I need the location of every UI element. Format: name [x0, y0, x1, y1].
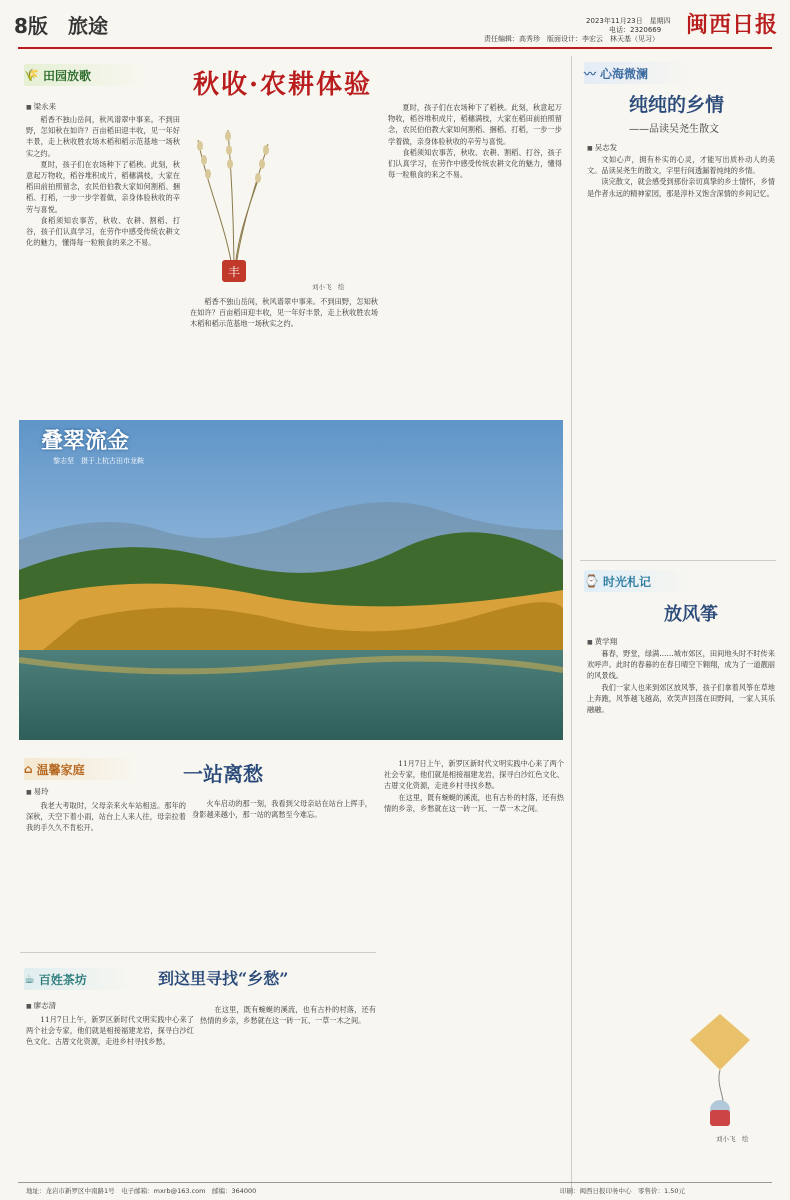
paragraph: 稻香不独山岳间，秋风谱翠中事来。不到田野，怎知秋在如许？百亩稻田迎丰收，见一年好丰景，走上秋收胜农场木稻和稻示范基地一场秋实之约。 [190, 297, 378, 329]
section-divider [20, 952, 376, 953]
paragraph: 食稻须知农事苦，秋收、农耕、割稻、打谷，孩子们认真学习，在劳作中感受传统农耕文化的魅力，懂得每一粒粮食的来之不易。 [26, 215, 180, 248]
article-body-xiangchou-col1 [26, 1014, 194, 1178]
phone: 电话：2320669 [609, 26, 662, 34]
section-tag-baixing: ☕ 百姓茶坊 [24, 968, 136, 990]
footer-right: 印刷：闽西日报印务中心 零售价：1.50元 [560, 1187, 685, 1195]
article-body-lichou-col2 [192, 798, 372, 950]
article-title-autumn: 秋收·农耕体验 [193, 70, 373, 100]
house-icon: ⌂ [24, 762, 33, 776]
article-title-chunchun: 纯纯的乡情 [629, 94, 725, 116]
paragraph: 11月7日上午，新罗区新时代文明实践中心来了两个社会专家，他们就是相接福建龙岩，探寻白沙红色文化、古厝文化资源，走进乡村寻找乡愁。 [26, 1015, 194, 1047]
masthead [0, 0, 790, 46]
author-chunchun: ■ 吴志发 [587, 142, 617, 153]
illus-credit-autumn: 刘小飞 绘 [312, 283, 345, 291]
section-divider [580, 560, 776, 561]
article-body-chunchun [587, 154, 775, 554]
illus-credit-kite: 刘小飞 绘 [716, 1135, 749, 1143]
clock-icon: ⌚ [584, 574, 599, 588]
paragraph: 夏时，孩子们在农场种下了稻秧。此刻，秋意起万物收，稻谷堆积成片，稻穗满枝，大家在稻田前拍照留念，农民伯伯教大家如何割稻、捆稻、打稻，一步一步学着做，亲身体验秋收的辛劳与喜悦。 [388, 103, 562, 146]
paragraph: 在这里，既有蜿蜒的溪流，也有古朴的村落，还有热情的乡亲，乡愁就在这一砖一瓦、一草一木之间。 [200, 1005, 376, 1026]
header-rule [18, 47, 772, 49]
author-xiangchou: ■ 廖志清 [26, 1000, 56, 1011]
paragraph: 食稻须知农事苦，秋收、农耕、割稻、打谷，孩子们认真学习，在劳作中感受传统农耕文化的魅力，懂得每一粒粮食的来之不易。 [388, 147, 562, 180]
article-body-autumn-col2 [190, 296, 378, 414]
banner-caption: 黎志坚 摄于上杭古田市龙鞍 [53, 457, 144, 465]
paragraph: 火车启动的那一刻，我看到父母亲站在站台上挥手，身影越来越小，那一站的离愁至今难忘。 [192, 799, 372, 820]
article-body-fangfengzheng [587, 648, 775, 1008]
article-body-autumn-col3 [388, 102, 562, 414]
author-fangfengzheng: ■ 黄学翔 [587, 636, 617, 647]
editors: 责任编辑：高秀珍 版面设计：李宏云 林天基（见习） [484, 35, 659, 43]
kite-illustration [660, 1010, 776, 1130]
article-subtitle-chunchun: ——品读吴尧生散文 [629, 124, 719, 135]
section-tag-tianyuan: 🌾 田园放歌 [24, 64, 144, 86]
paragraph: 文如心声，拥有朴实的心灵，才能写出质朴动人的美文。品读吴尧生的散文，字里行间透漏着纯纯的乡情。 [587, 155, 775, 176]
section-tag-shiguang: ⌚ 时光札记 [584, 570, 694, 592]
article-title-fangfengzheng: 放风筝 [664, 604, 718, 625]
article-body-xiangchou-col2 [200, 1004, 376, 1178]
paragraph: 读完散文，就会感受到那份亲切真挚的乡土情怀，乡情是作者永远的精神家园，那是淳朴又饱含深情的乡间记忆。 [587, 177, 775, 198]
footer-left: 地址：龙岩市新罗区中南路1号 电子邮箱：mxrb@163.com 邮编：364000 [26, 1187, 257, 1195]
page-number: 8版 [14, 14, 48, 38]
article-title-lichou: 一站离愁 [183, 762, 263, 786]
article-body-autumn-col1 [26, 114, 180, 412]
banner-title: 叠翠流金 [41, 428, 130, 454]
paragraph: 稻香不独山岳间，秋风谱翠中事来。不到田野，怎知秋在如许？百亩稻田迎丰收，见一年好丰景，走上秋收胜农场木稻和稻示范基地一场秋实之约。 [26, 115, 180, 158]
svg-text:丰: 丰 [227, 265, 241, 279]
paragraph: 在这里，既有蜿蜒的溪流，也有古朴的村落，还有热情的乡亲，乡愁就在这一砖一瓦、一草一木之间。 [384, 792, 564, 813]
paragraph: 夏时，孩子们在农场种下了稻秧。此刻，秋意起万物收，稻谷堆积成片，稻穗满枝，大家在稻田前拍照留念，农民伯伯教大家如何割稻、捆稻、打稻，一步一步学着做，亲身体验秋收的辛劳与喜悦。 [26, 159, 180, 214]
author-autumn: ■ 梁永来 [26, 101, 56, 112]
newspaper-logo: 闽西日报 [686, 12, 779, 38]
paragraph: 暮春，野堂，绿满……城市郊区，田间地头时不时传来欢呼声。此时的春暮的在春日晴空下翱翔，成为了一道靓丽的风景线。 [587, 649, 775, 681]
issue-date: 2023年11月23日 星期四 [586, 17, 671, 25]
wave-icon: 〰 [584, 66, 597, 81]
author-lichou: ■ 易玲 [26, 786, 49, 797]
article-body-lichou-col1 [26, 800, 186, 950]
section-tag-xinhai: 〰 心海微澜 [584, 62, 694, 84]
paragraph: 我老大考取时，父母亲来火车站相送。那年的深秋，天空下着小雨，站台上人来人往，母亲拉着我的手久久不肯松开。 [26, 801, 186, 833]
leaf-icon: 🌾 [24, 68, 39, 82]
rice-illustration [188, 120, 280, 288]
article-title-xiangchou: 到这里寻找“乡愁” [158, 969, 289, 988]
article-body-xiangchou-col3 [384, 758, 564, 1178]
column-divider [571, 56, 572, 1196]
footer-rule [18, 1182, 772, 1183]
paragraph: 我们一家人也来到郊区放风筝，孩子们拿着风筝在草地上奔跑，风筝越飞越高，欢笑声回荡在田野间，一家人其乐融融。 [587, 682, 775, 715]
landscape-photo [19, 420, 563, 740]
section-name: 旅途 [68, 14, 108, 38]
teacup-icon: ☕ [24, 972, 35, 986]
section-tag-wenxin: ⌂ 温馨家庭 [24, 758, 136, 780]
paragraph: 11月7日上午，新罗区新时代文明实践中心来了两个社会专家，他们就是相接福建龙岩，探寻白沙红色文化、古厝文化资源，走进乡村寻找乡愁。 [384, 759, 564, 791]
